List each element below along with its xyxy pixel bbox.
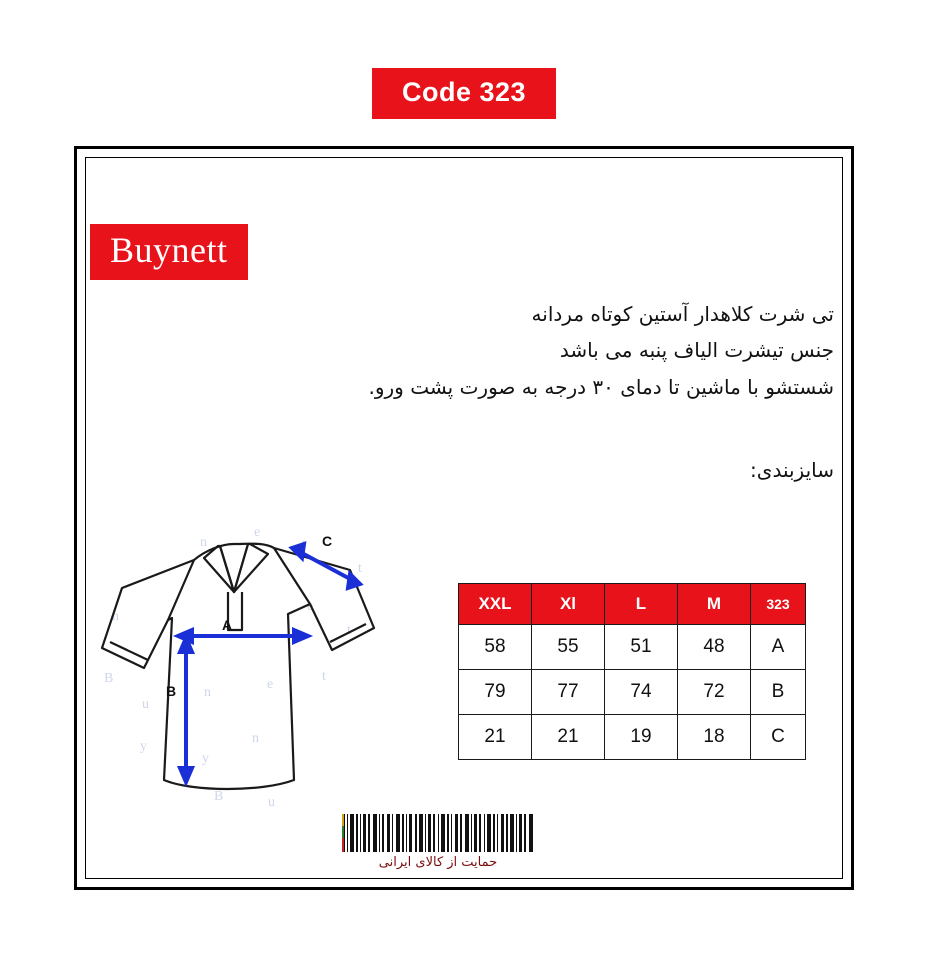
watermark-letter: u [268, 795, 275, 810]
size-cell: 55 [532, 625, 605, 670]
dimension-arrow-a-right [294, 630, 308, 642]
shirt-illustration [82, 500, 422, 830]
watermark-letter: n [252, 731, 259, 746]
size-table-header-code: 323 [751, 584, 806, 625]
table-row [459, 715, 806, 760]
dimension-line-c [300, 552, 352, 580]
dimension-arrow-b-bottom [180, 768, 192, 782]
sizing-heading: سایزبندی: [750, 458, 834, 482]
size-cell: 19 [605, 715, 678, 760]
watermark-letter: e [267, 677, 274, 692]
shirt-left-sleeve-hem [110, 642, 148, 660]
size-row-label: B [751, 670, 806, 715]
shirt-collar-right [234, 544, 268, 592]
shirt-collar-left [204, 546, 234, 592]
description-line-3: شستشو با ماشین تا دمای ۳۰ درجه به صورت پشت ورو. [368, 374, 834, 399]
size-table-header-xxl: XXL [459, 584, 532, 625]
size-cell: 21 [459, 715, 532, 760]
watermark-letter: n [204, 685, 211, 700]
size-cell: 51 [605, 625, 678, 670]
product-description [274, 296, 834, 405]
watermark-letter: B [214, 789, 224, 804]
size-cell: 18 [678, 715, 751, 760]
size-cell: 72 [678, 670, 751, 715]
table-row [459, 625, 806, 670]
size-cell: 48 [678, 625, 751, 670]
watermark-letter: t [347, 623, 351, 638]
dimension-label-b: B [166, 683, 177, 699]
barcode-caption: حمایت از کالای ایرانی [378, 855, 498, 870]
watermark-letter: n [200, 535, 207, 550]
size-cell: 58 [459, 625, 532, 670]
dimension-arrow-c-end [348, 574, 360, 588]
size-cell: 21 [532, 715, 605, 760]
watermark-letter: u [142, 697, 149, 712]
dimension-arrow-c-start [292, 544, 304, 558]
size-cell: 74 [605, 670, 678, 715]
size-table [458, 583, 806, 760]
description-line-2: جنس تیشرت الیاف پنبه می باشد [559, 338, 834, 363]
watermark-letter: t [358, 561, 362, 576]
brand-logo: Buynett [90, 224, 248, 280]
description-line-1: تی شرت کلاهدار آستین کوتاه مردانه [531, 302, 834, 326]
dimension-label-c: C [322, 533, 333, 549]
watermark-letter: t [322, 669, 326, 684]
dimension-label-a: A [222, 617, 233, 633]
size-cell: 79 [459, 670, 532, 715]
watermark-letter: y [202, 751, 209, 766]
shirt-collar-opening [220, 544, 248, 592]
size-row-label: C [751, 715, 806, 760]
watermark-letter: e [254, 525, 261, 540]
size-table-header-row [459, 584, 806, 625]
watermark-letter: e [307, 599, 314, 614]
size-row-label: A [751, 625, 806, 670]
size-table-header-m: M [678, 584, 751, 625]
barcode-block [340, 812, 536, 870]
watermark-letter: n [112, 609, 119, 624]
watermark-letter: y [140, 739, 147, 754]
size-table-header-l: L [605, 584, 678, 625]
size-cell: 77 [532, 670, 605, 715]
watermark-letter: B [104, 671, 114, 686]
size-table-header-xl: Xl [532, 584, 605, 625]
product-code-badge: Code 323 [372, 68, 556, 119]
code-badge-container [0, 68, 928, 119]
barcode-icon [340, 812, 536, 854]
table-row [459, 670, 806, 715]
